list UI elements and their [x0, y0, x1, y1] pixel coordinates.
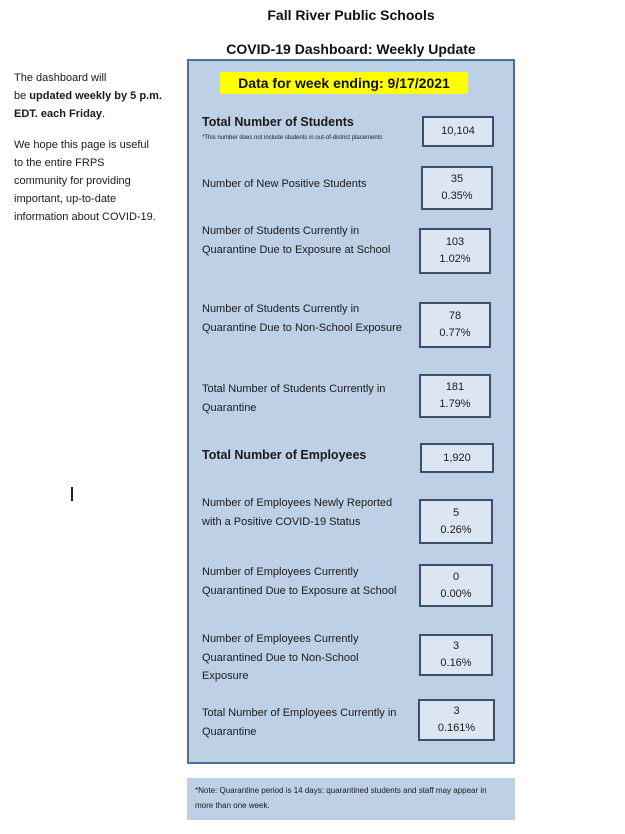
page-subtitle: COVID-19 Dashboard: Weekly Update — [226, 41, 476, 57]
students-quarantine-school-label: Number of Students Currently in Quarantine Due to Exposure at School — [202, 225, 391, 256]
week-ending-banner: Data for week ending: 9/17/2021 — [220, 72, 468, 94]
students-total-value-box: 10,104 — [422, 116, 494, 147]
new-positive-students-value-box: 35 0.35% — [421, 166, 493, 210]
students-quarantine-school-value-box: 103 1.02% — [419, 228, 491, 274]
employees-quarantine-total-label: Total Number of Employees Currently in Quarantine — [202, 707, 397, 738]
quarantine-footnote: *Note: Quarantine period is 14 days: quarantined students and staff may appear in more than one week. — [187, 778, 515, 820]
employees-total-label: Total Number of Employees — [202, 448, 367, 462]
text-cursor — [71, 487, 73, 501]
employees-new-positive-value-box: 5 0.26% — [419, 499, 493, 544]
employees-new-positive-label: Number of Employees Newly Reported with a Positive COVID-19 Status — [202, 497, 393, 528]
students-quarantine-nonschool-value-box: 78 0.77% — [419, 302, 491, 348]
update-schedule-text: The dashboard will be updated weekly by 5 p.m. EDT. each Friday. — [14, 72, 162, 120]
employees-quarantine-school-label: Number of Employees Currently Quarantined Due to Exposure at School — [202, 566, 397, 597]
intro-text: We hope this page is useful to the entire FRPS community for providing important, up-to-date information about COVID-19. — [14, 139, 156, 223]
new-positive-students-label: Number of New Positive Students — [202, 178, 367, 190]
students-quarantine-total-label: Total Number of Students Currently in Quarantine — [202, 383, 386, 414]
students-total-label: Total Number of Students *This number does not include students in out-of-district placements — [202, 113, 402, 142]
employees-quarantine-nonschool-value-box: 3 0.16% — [419, 634, 493, 676]
employees-total-value-box: 1,920 — [420, 443, 494, 473]
students-quarantine-nonschool-label: Number of Students Currently in Quarantine Due to Non-School Exposure — [202, 303, 402, 334]
employees-quarantine-nonschool-label: Number of Employees Currently Quarantined Due to Non-School Exposure — [202, 633, 359, 682]
page-title: Fall River Public Schools — [267, 7, 435, 23]
students-total-note: *This number does not include students in out-of-district placements — [202, 134, 383, 141]
employees-quarantine-school-value-box: 0 0.00% — [419, 564, 493, 607]
students-quarantine-total-value-box: 181 1.79% — [419, 374, 491, 418]
employees-quarantine-total-value-box: 3 0.161% — [418, 699, 495, 741]
